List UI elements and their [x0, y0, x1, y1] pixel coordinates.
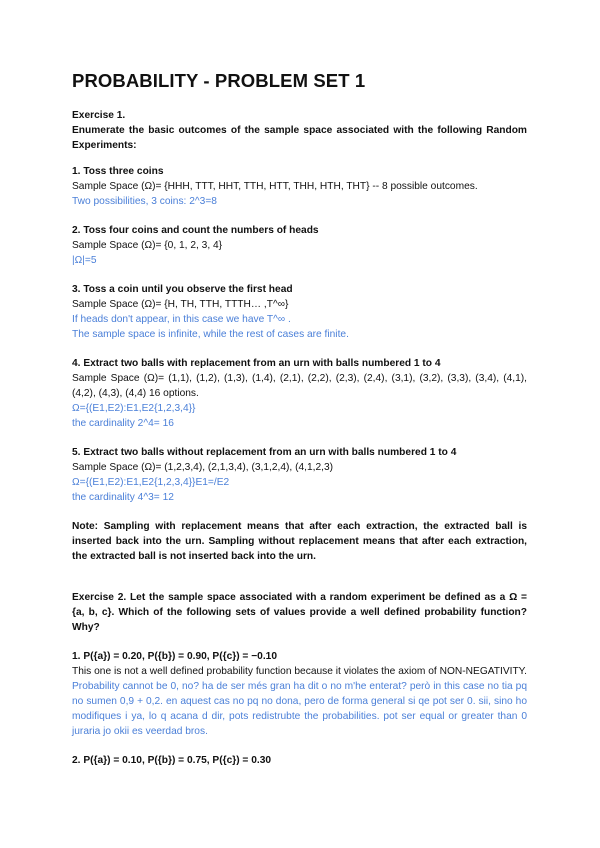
handwritten-note: Two possibilities, 3 coins: 2^3=8 — [72, 196, 217, 207]
sample-space-line: Sample Space (Ω)= {H, TH, TTH, TTTH… ,T^∞} — [72, 299, 289, 310]
sample-space-line: Sample Space (Ω)= (1,2,3,4), (2,1,3,4), (3,1,2,4), (4,1,2,3) — [72, 462, 334, 473]
handwritten-note: The sample space is infinite, while the rest of cases are finite. — [72, 329, 349, 340]
exercise-1-item-4 — [72, 356, 527, 431]
item-heading: 2. Toss four coins and count the numbers of heads — [72, 225, 319, 236]
answer-paragraph — [72, 664, 527, 739]
item-heading: 5. Extract two balls without replacement from an urn with balls numbered 1 to 4 — [72, 447, 457, 458]
exercise-1-item-1 — [72, 164, 527, 209]
sample-space-line: Sample Space (Ω)= {0, 1, 2, 3, 4} — [72, 240, 223, 251]
item-heading: 4. Extract two balls with replacement from an urn with balls numbered 1 to 4 — [72, 358, 441, 369]
handwritten-note: Ω={(E1,E2):E1,E2{1,2,3,4}}E1=/E2 — [72, 477, 230, 488]
handwritten-note: If heads don't appear, in this case we have T^∞ . — [72, 314, 291, 325]
exercise-1-heading: Exercise 1. — [72, 110, 126, 121]
item-heading: 1. P({a}) = 0.20, P({b}) = 0.90, P({c}) = −0.10 — [72, 651, 277, 662]
item-heading: 3. Toss a coin until you observe the first head — [72, 284, 293, 295]
handwritten-note: the cardinality 4^3= 12 — [72, 492, 174, 503]
handwritten-note: |Ω|=5 — [72, 255, 97, 266]
exercise-2-item-1 — [72, 649, 527, 739]
exercise-1-instruction: Enumerate the basic outcomes of the sample space associated with the following Random Experiments: — [72, 125, 527, 151]
exercise-1-item-2 — [72, 223, 527, 268]
exercise-1-item-5 — [72, 445, 527, 505]
handwritten-note: the cardinality 2^4= 16 — [72, 418, 174, 429]
answer-text: This one is not a well defined probability function because it violates the axiom of NON-NEGATIVITY. — [72, 666, 527, 677]
sampling-note: Note: Sampling with replacement means that after each extraction, the extracted ball is inserted back into the urn. Sampling without replacement means that after each extraction, the extracted ball is not inserted back into the urn. — [72, 521, 527, 562]
handwritten-note: Ω={(E1,E2):E1,E2{1,2,3,4}} — [72, 403, 196, 414]
exercise-2-item-2-heading: 2. P({a}) = 0.10, P({b}) = 0.75, P({c}) = 0.30 — [72, 755, 272, 766]
sample-space-line: Sample Space (Ω)= {HHH, TTT, HHT, TTH, HTT, THH, HTH, THT} -- 8 possible outcomes. — [72, 181, 478, 192]
page-title: PROBABILITY - PROBLEM SET 1 — [72, 70, 366, 91]
handwritten-note: Probability cannot be 0, no? ha de ser més gran ha dit o no m'he enterat? però in this case no tia pq no sumen 0,9 + 0,2. en aquest cas no pq no dona, pero de forma general si qe pot ser 0. sii, sino ho modifiques i ya, lo q acana d dir, pots redistrubte the probabilities. pot ser equal or greater than 0 juraria jo okii es veerdad bros. — [72, 681, 527, 737]
sample-space-line: Sample Space (Ω)= (1,1), (1,2), (1,3), (1,4), (2,1), (2,2), (2,3), (2,4), (3,1), (3,2), (3,3), (3,4), (4,1), (4,2), (4,3), (4,4) 16 options. — [72, 373, 527, 399]
document-page — [72, 70, 527, 768]
item-heading: 1. Toss three coins — [72, 166, 164, 177]
exercise-2-heading: Exercise 2. Let the sample space associated with a random experiment be defined as a Ω = {a, b, c}. Which of the following sets of values provide a well defined probability function? Why? — [72, 592, 527, 633]
exercise-1-item-3 — [72, 282, 527, 342]
